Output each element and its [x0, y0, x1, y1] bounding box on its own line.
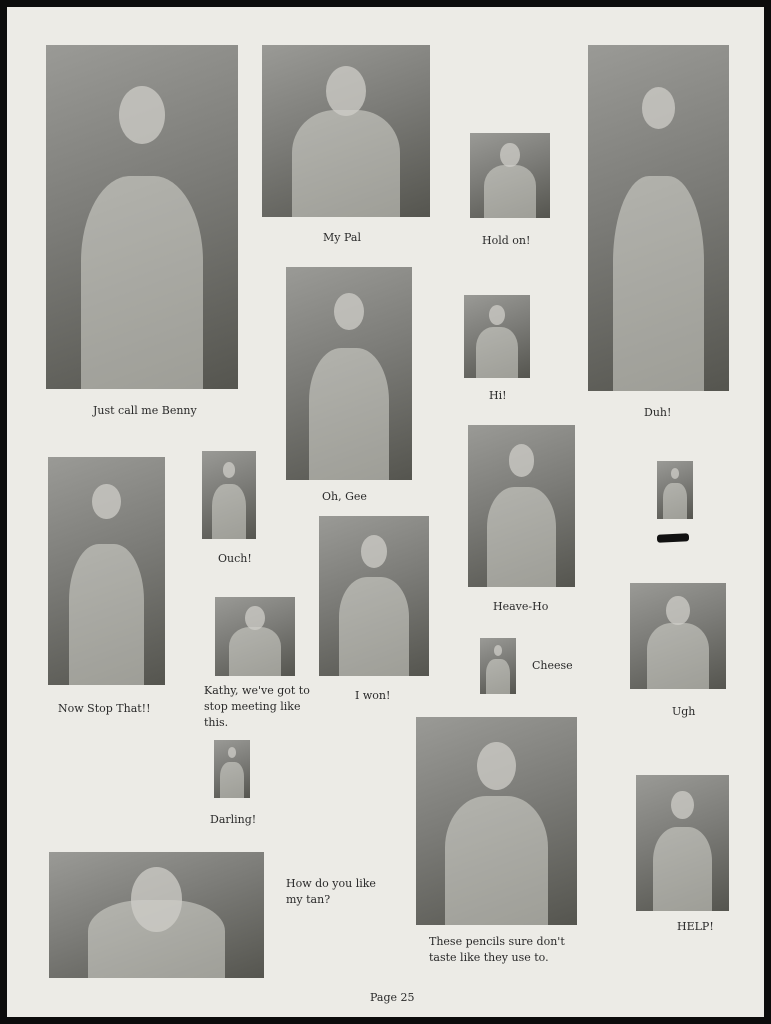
photo-kathy: [215, 597, 295, 676]
caption-darling: Darling!: [210, 813, 257, 826]
caption-heave-ho: Heave-Ho: [493, 600, 549, 613]
photo-hi: [464, 295, 530, 378]
caption-duh: Duh!: [644, 406, 672, 419]
photo-hold-on: [470, 133, 550, 218]
yearbook-page: [7, 7, 764, 1017]
page-number: Page 25: [370, 991, 415, 1004]
photo-heave-ho: [468, 425, 575, 587]
caption-cheese: Cheese: [532, 659, 573, 672]
caption-kathy: Kathy, we've got to stop meeting like this.: [204, 684, 310, 729]
photo-tan: [49, 852, 264, 978]
photo-pencils: [416, 717, 577, 925]
photo-small-girl: [657, 461, 693, 519]
photo-help: [636, 775, 729, 911]
caption-my-pal: My Pal: [323, 231, 361, 244]
caption-help: HELP!: [677, 920, 714, 933]
photo-ouch: [202, 451, 256, 539]
photo-darling: [214, 740, 250, 798]
photo-benny: [46, 45, 238, 389]
caption-tan: How do you like my tan?: [286, 877, 376, 906]
caption-now-stop-that: Now Stop That!!: [58, 702, 151, 715]
photo-duh: [588, 45, 729, 391]
photo-my-pal: [262, 45, 430, 217]
photo-cheese: [480, 638, 516, 694]
caption-hold-on: Hold on!: [482, 234, 531, 247]
caption-pencils: These pencils sure don't taste like they use to.: [429, 935, 565, 964]
photo-ugh: [630, 583, 726, 689]
caption-ugh: Ugh: [672, 705, 696, 718]
caption-hi: Hi!: [489, 389, 507, 402]
caption-i-won: I won!: [355, 689, 391, 702]
caption-oh-gee: Oh, Gee: [322, 490, 367, 503]
photo-i-won: [319, 516, 429, 676]
photo-now-stop-that: [48, 457, 165, 685]
caption-ouch: Ouch!: [218, 552, 252, 565]
caption-benny: Just call me Benny: [93, 404, 197, 417]
ink-scribble: [657, 533, 689, 543]
photo-oh-gee: [286, 267, 412, 480]
